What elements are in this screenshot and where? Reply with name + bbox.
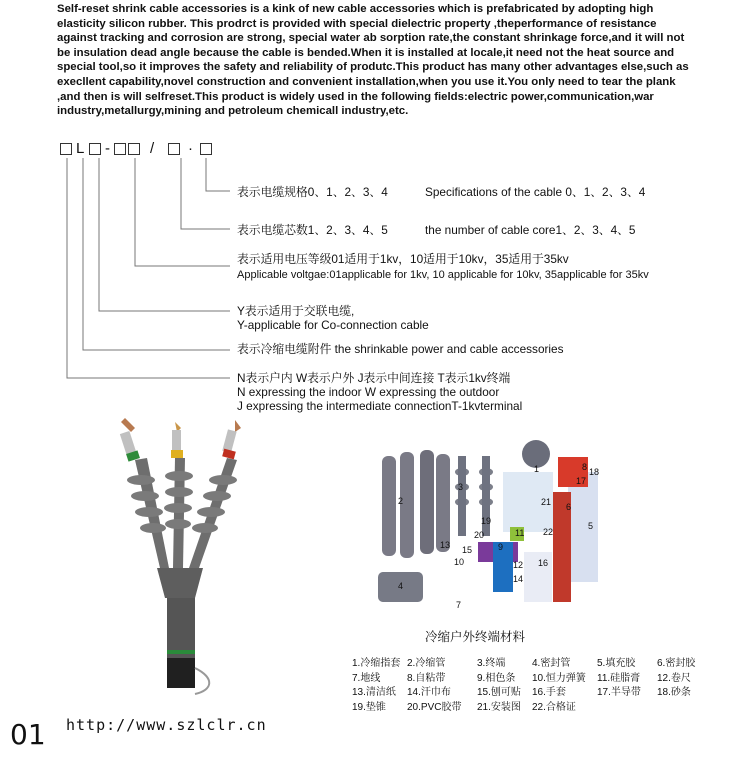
photo-item-number: 11: [515, 528, 525, 538]
legend-row: [352, 672, 712, 687]
materials-legend: [352, 657, 712, 715]
spec-nwj-cn: N表示户内 W表示户外 J表示中间连接 T表示1kv终端: [237, 371, 511, 385]
photo-item-number: 12: [513, 560, 524, 570]
legend-item: 11.硅脂膏: [597, 672, 641, 684]
legend-item: 15.刨可贴: [477, 687, 521, 699]
materials-illustration: [358, 432, 630, 617]
spec-cores-en: the number of cable core1、2、3、4、5: [425, 223, 636, 237]
spec-type-line: 表示冷缩电缆附件 the shrinkable power and cable accessories: [237, 342, 564, 356]
intro-paragraph: Self-reset shrink cable accessories is a kink of new cable accessories which is prefabricated by adopting high elasticity silicon rubber. This prodrct is provided with special dielectric property ,theperformance of resistance against tracking and corrosion are strong, special water ab sorption rate,the constant shrinkage force,and it will not be insulation dead angle because the cable is bended.When it is installed at locale,it need not the heat source and special tool,so it improves the safety and reliability of produtc.This product has many other advantages else,such as execllent capability,novel construction and convenient installation,when you use it.You only need to tear the plank ,and then is will selfreset.This product is widely used in the following fields:electric power,communication,war industry,metallurgy,mining and petroleum chemicall industry,etc.: [57, 3, 689, 118]
spec-voltage-cn: 表示适用电压等级01适用于1kv，10适用于10kv，35适用于35kv: [237, 252, 569, 266]
materials-caption: 冷缩户外终端材料: [425, 630, 526, 644]
code-dash: -: [105, 140, 110, 157]
materials-photo: [358, 432, 630, 617]
legend-item: 20.PVC胶带: [407, 701, 462, 713]
legend-item: 22.合格证: [532, 701, 576, 713]
connector-y: [99, 158, 230, 311]
photo-item-number: 15: [462, 545, 473, 555]
legend-item: 13.清洁纸: [352, 687, 396, 699]
photo-item-number: 4: [398, 581, 404, 591]
terminal-photo: [95, 418, 255, 700]
legend-item: 21.安装图: [477, 701, 521, 713]
photo-item-number: 1: [534, 464, 540, 474]
legend-row: [352, 686, 712, 701]
legend-item: 19.垫锥: [352, 701, 386, 713]
photo-item-number: 3: [458, 482, 464, 492]
spec-size-en: Specifications of the cable 0、1、2、3、4: [425, 185, 646, 199]
page-number: 01: [10, 718, 46, 751]
code-slash: /: [150, 140, 155, 157]
legend-item: 1.冷缩指套: [352, 658, 401, 669]
legend-item: 14.汗巾布: [407, 687, 451, 699]
photo-item-number: 6: [566, 502, 572, 512]
photo-item-number: 22: [543, 527, 554, 537]
legend-item: 4.密封管: [532, 658, 571, 669]
spec-nwj-en1: N expressing the indoor W expressing the outdoor: [237, 385, 500, 399]
photo-item-number: 21: [541, 497, 552, 507]
legend-item: 5.填充胶: [597, 658, 636, 669]
legend-item: 18.砂条: [657, 687, 691, 699]
photo-item-number: 18: [589, 467, 600, 477]
code-letter-l: L: [76, 140, 85, 157]
photo-item-number: 5: [588, 521, 594, 531]
code-dot: ·: [188, 140, 193, 157]
legend-item: 17.半导带: [597, 687, 641, 699]
connector-type: [83, 158, 230, 350]
legend-item: 2.冷缩管: [407, 658, 446, 669]
spec-cores-cn: 表示电缆芯数1、2、3、4、5: [237, 223, 388, 237]
photo-item-number: 19: [481, 516, 492, 526]
photo-item-number: 14: [513, 574, 524, 584]
spec-voltage-en: Applicable voltgae:01applicable for 1kv, 10 applicable for 10kv, 35applicable for 35kv: [237, 269, 649, 281]
photo-item-number: 13: [440, 540, 451, 550]
spec-size-cn: 表示电缆规格0、1、2、3、4: [237, 185, 388, 199]
photo-item-number: 8: [582, 462, 588, 472]
spec-y-en: Y-applicable for Co-connection cable: [237, 318, 429, 332]
photo-item-number: 2: [398, 496, 404, 506]
website-url: http://www.szlclr.cn: [66, 716, 267, 734]
legend-item: 12.卷尺: [657, 672, 691, 684]
photo-item-number: 10: [454, 557, 465, 567]
terminal-illustration: [120, 418, 241, 694]
spec-y-cn: Y表示适用于交联电缆,: [237, 304, 355, 318]
legend-item: 16.手套: [532, 687, 566, 699]
photo-item-number: 17: [576, 476, 587, 486]
spec-nwj-en2: J expressing the intermediate connectionT-1kvterminal: [237, 399, 523, 413]
connector-voltage: [135, 158, 230, 266]
legend-item: 10.恒力弹簧: [532, 672, 586, 684]
legend-item: 9.相色条: [477, 672, 516, 684]
legend-item: 8.自粘带: [407, 672, 446, 684]
photo-item-number: 20: [474, 530, 485, 540]
legend-item: 7.地线: [352, 672, 381, 684]
legend-item: 3.终端: [477, 658, 506, 669]
legend-item: 6.密封胶: [657, 658, 696, 669]
photo-item-number: 7: [456, 600, 462, 610]
photo-item-number: 9: [498, 542, 504, 552]
legend-row: [352, 701, 712, 716]
legend-row: [352, 657, 712, 672]
photo-item-number: 16: [538, 558, 549, 568]
connector-size: [206, 158, 230, 191]
